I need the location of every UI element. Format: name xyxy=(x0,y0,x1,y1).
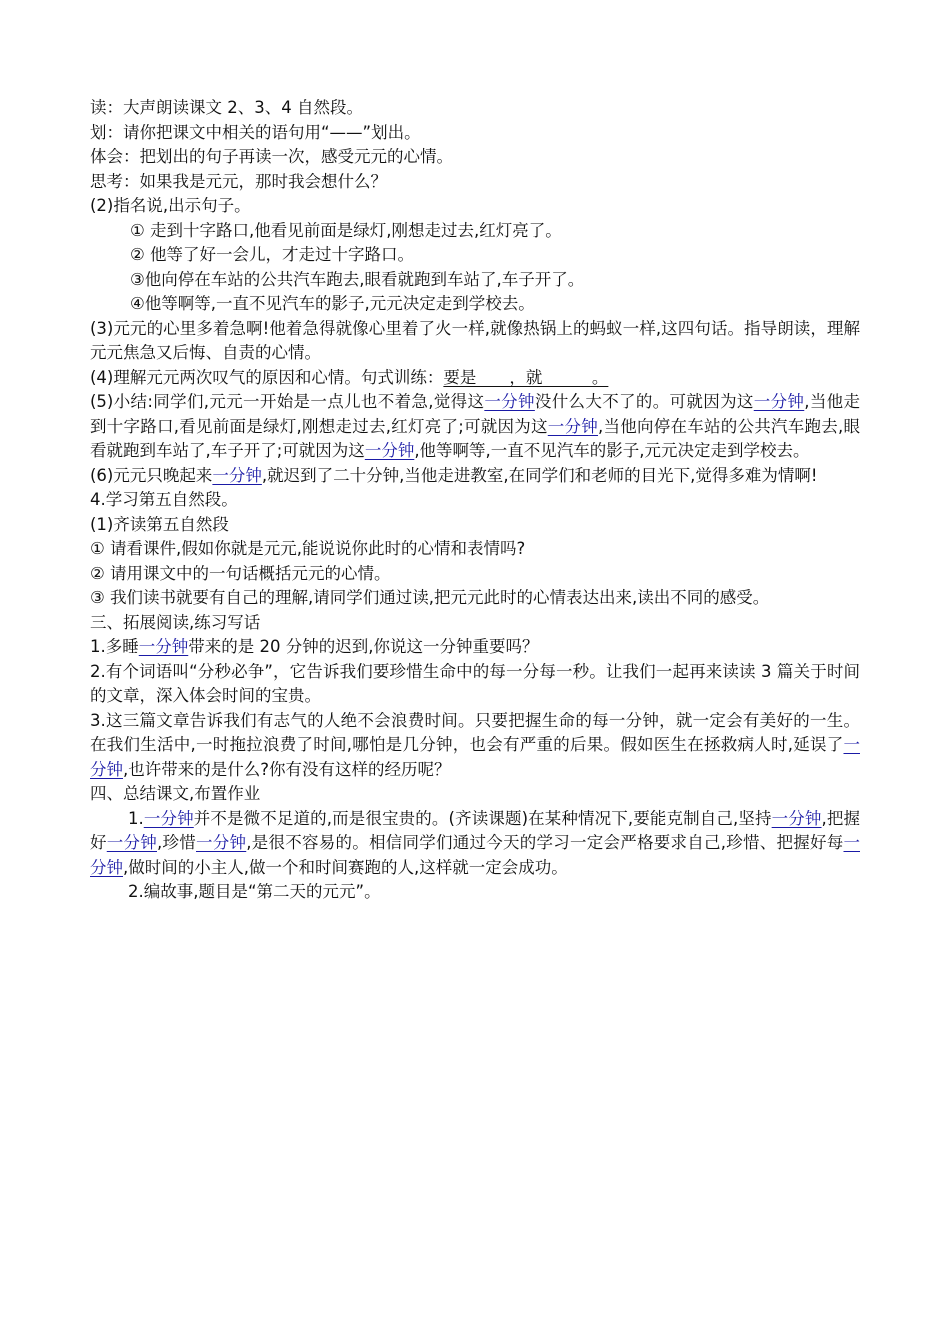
text-span: 带来的是 20 分钟的迟到,你说这一分钟重要吗？ xyxy=(188,637,539,656)
text-span: ,把握好 xyxy=(90,808,861,852)
text-span: 并不是微不足道的,而是很宝贵的。(齐读课题)在某种情况下,要能克制自己,坚持 xyxy=(193,808,772,828)
text-span: ,就迟到了二十分钟,当他走进教室,在同学们和老师的目光下,觉得多难为情啊! xyxy=(261,465,818,485)
text-span: ,是很不容易的。相信同学们通过今天的学习一定会严格要求自己,珍惜、把握好每 xyxy=(246,833,844,852)
text-line: 划：请你把课文中相关的语句用“——”划出。 xyxy=(90,122,421,142)
link-one-minute[interactable]: 一分钟 xyxy=(196,833,247,852)
link-one-minute[interactable]: 一分钟 xyxy=(90,833,860,877)
link-one-minute[interactable]: 一分钟 xyxy=(106,833,157,852)
paragraph-3: (3)元元的心里多着急啊!他着急得就像心里着了火一样,就像热锅上的蚂蚁一样,这四句话。指导朗读，理解元元焦急又后悔、自责的心情。 xyxy=(90,318,860,362)
part4-heading: 四、总结课文,布置作业 xyxy=(90,784,261,803)
text-span: (5)小结:同学们,元元一开始是一点儿也不着急,觉得这 xyxy=(90,392,485,411)
sentence-3: ③他向停在车站的公共汽车跑去,眼看就跑到车站了,车子开了。 xyxy=(130,269,585,289)
link-one-minute[interactable]: 一分钟 xyxy=(138,637,189,656)
text-line: 体会：把划出的句子再读一次，感受元元的心情。 xyxy=(90,147,453,166)
sentence-2: ② 他等了好一会儿，才走过十字路口。 xyxy=(130,245,415,264)
link-one-minute[interactable]: 一分钟 xyxy=(90,735,860,779)
text-line: 思考：如果我是元元，那时我会想什么？ xyxy=(90,171,387,191)
text-span: ,当他走到十字路口,看见前面是绿灯,刚想走过去,红灯亮了;可就因为这 xyxy=(90,392,861,436)
text-line: ② 请用课文中的一句话概括元元的心情。 xyxy=(90,563,391,583)
text-line: 读：大声朗读课文 2、3、4 自然段。 xyxy=(90,98,363,117)
part3-item-3 xyxy=(90,709,860,783)
text-line: (1)齐读第五自然段 xyxy=(90,514,229,534)
text-span: ,也许带来的是什么?你有没有这样的经历呢？ xyxy=(123,759,451,779)
text-line: ③ 我们读书就要有自己的理解,请同学们通过读,把元元此时的心情表达出来,读出不同的感受。 xyxy=(90,588,770,607)
link-one-minute[interactable]: 一分钟 xyxy=(547,416,599,436)
text-span: (6)元元只晚起来 xyxy=(90,465,213,485)
part3-heading: 三、拓展阅读,练习写话 xyxy=(90,612,261,632)
paragraph-6 xyxy=(90,464,860,489)
section-heading: 4.学习第五自然段。 xyxy=(90,490,238,509)
text-span: 没什么大不了的。可就因为这 xyxy=(534,392,754,411)
link-one-minute[interactable]: 一分钟 xyxy=(212,465,262,485)
link-one-minute[interactable]: 一分钟 xyxy=(771,808,822,828)
text-span: ,当他向停在车站的公共汽车跑去,眼看就跑到车站了,车子开了;可就因为这 xyxy=(90,416,860,460)
paragraph-4 xyxy=(90,366,860,391)
sentence-pattern: 要是 ，就 。 xyxy=(443,367,609,387)
text-span: 3.这三篇文章告诉我们有志气的人绝不会浪费时间。只要把握生命的每一分钟，就一定会有美好的一生。在我们生活中,一时拖拉浪费了时间,哪怕是几分钟，也会有严重的后果。假如医生在拯救病人时,延误了 xyxy=(90,710,860,754)
text-span: 1. xyxy=(128,808,144,828)
link-one-minute[interactable]: 一分钟 xyxy=(143,808,194,828)
part3-item-1 xyxy=(90,635,860,660)
text-span: ,做时间的小主人,做一个和时间赛跑的人,这样就一定会成功。 xyxy=(123,857,568,877)
text-span: ,珍惜 xyxy=(157,833,196,852)
sentence-4: ④他等啊等,一直不见汽车的影子,元元决定走到学校去。 xyxy=(130,294,535,313)
part4-item-1 xyxy=(90,807,860,881)
paragraph-5 xyxy=(90,390,860,464)
text-span: 1.多睡 xyxy=(90,637,139,656)
link-one-minute[interactable]: 一分钟 xyxy=(364,441,415,460)
part3-item-2: 2.有个词语叫“分秒必争”，它告诉我们要珍惜生命中的每一分每一秒。让我们一起再来读读 3 篇关于时间的文章，深入体会时间的宝贵。 xyxy=(90,661,860,705)
document-body xyxy=(90,96,860,905)
text-span: ,他等啊等,一直不见汽车的影子,元元决定走到学校去。 xyxy=(414,441,810,460)
link-one-minute[interactable]: 一分钟 xyxy=(484,392,535,411)
part4-item-2: 2.编故事,题目是“第二天的元元”。 xyxy=(128,882,381,901)
link-one-minute[interactable]: 一分钟 xyxy=(753,392,805,411)
text-line: ① 请看课件,假如你就是元元,能说说你此时的心情和表情吗? xyxy=(90,539,526,558)
sentence-1: ① 走到十字路口,他看见前面是绿灯,刚想走过去,红灯亮了。 xyxy=(130,220,562,240)
paragraph-4-text: (4)理解元元两次叹气的原因和心情。句式训练： xyxy=(90,367,444,387)
text-line: (2)指名说,出示句子。 xyxy=(90,196,251,215)
